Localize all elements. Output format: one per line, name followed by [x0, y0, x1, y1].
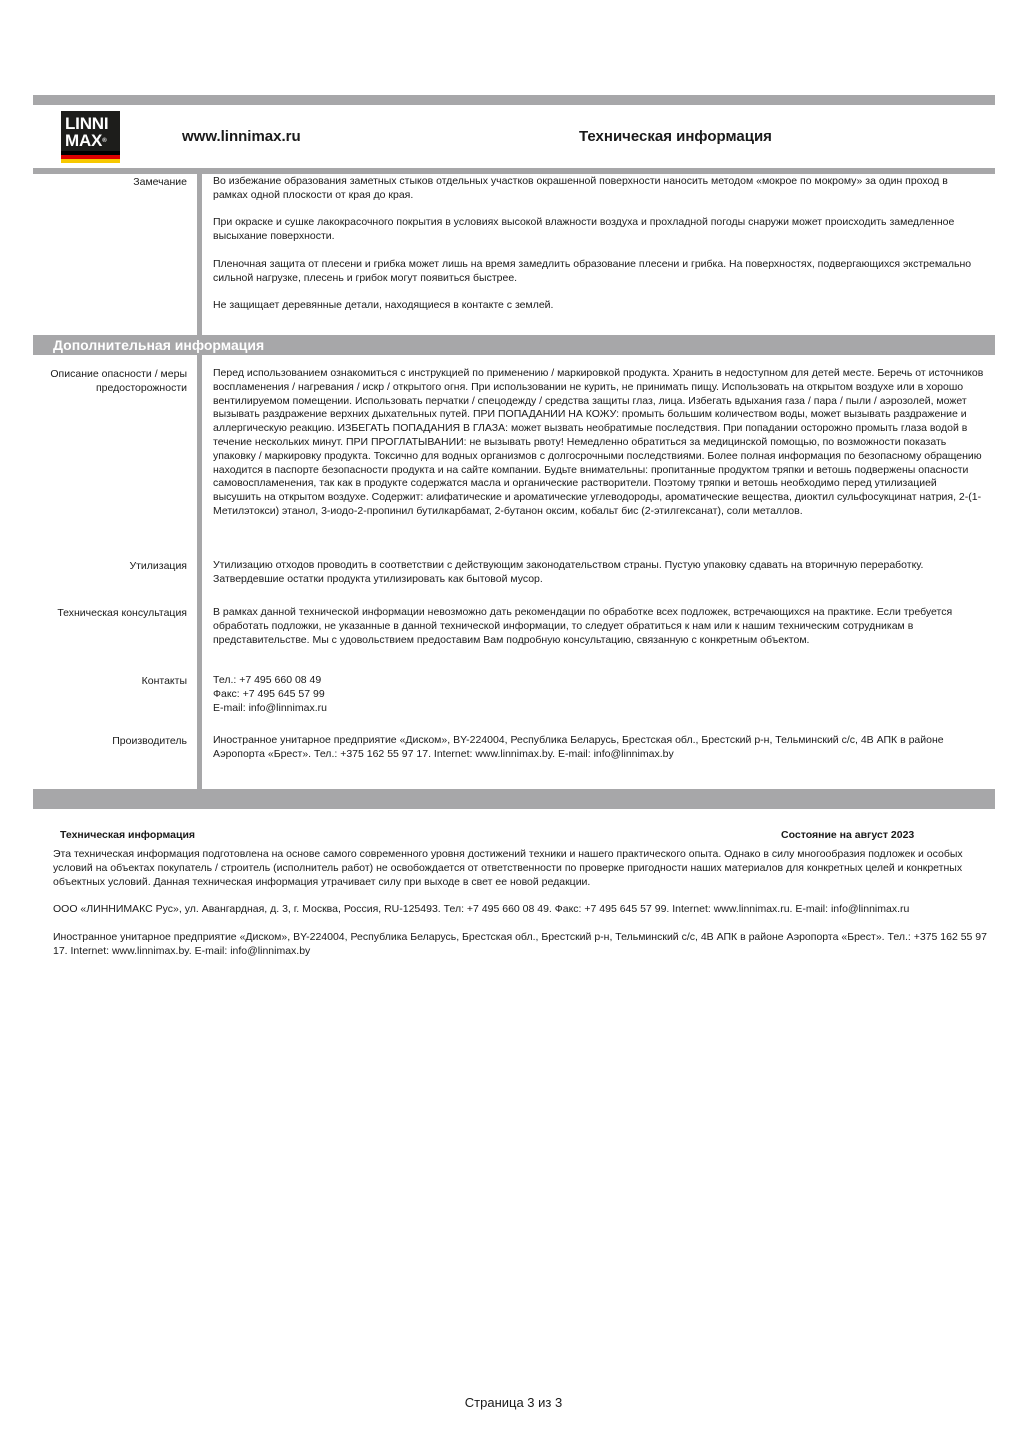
note-label: Замечание — [133, 176, 187, 188]
contacts-label: Контакты — [141, 675, 187, 687]
footer-company-by: Иностранное унитарное предприятие «Диском», BY-224004, Республика Беларусь, Брестская обл., Брестский р-н, Тельминский с/с, 4В АПК в районе Аэропорта «Брест». Тел.: +375 162 55 97 17. Internet: www.linnimax.by. E-mail: info@linnimax.by — [53, 931, 987, 957]
document-title: Техническая информация — [579, 128, 772, 145]
page-number: Страница 3 из 3 — [464, 1395, 563, 1410]
logo-line2: MAX — [65, 131, 103, 150]
manufacturer-text: Иностранное унитарное предприятие «Диском», BY-224004, Республика Беларусь, Брестская обл., Брестский р-н, Тельминский с/с, 4В АПК в районе Аэропорта «Брест». Тел.: +375 162 55 97 17. Internet: www.linnimax.by. E-mail: info@linnimax.by — [213, 734, 944, 760]
column-divider — [197, 355, 202, 789]
disposal-label: Утилизация — [129, 560, 187, 572]
note-paragraph: Не защищает деревянные детали, находящиеся в контакте с землей. — [213, 299, 554, 311]
section-title: Дополнительная информация — [53, 337, 265, 353]
contacts-email[interactable]: E-mail: info@linnimax.ru — [213, 702, 327, 714]
manufacturer-label: Производитель — [112, 735, 187, 747]
website-link[interactable]: www.linnimax.ru — [182, 128, 301, 145]
note-paragraph: При окраске и сушке лакокрасочного покрытия в условиях высокой влажности воздуха и прохладной погоды снаружи может происходить замедленное высыхание поверхности. — [213, 216, 955, 242]
disposal-text: Утилизацию отходов проводить в соответствии с действующим законодательством страны. Пустую упаковку сдавать на вторичную переработку. Затвердевшие остатки продукта утилизировать как бытовой мусор. — [213, 559, 924, 585]
consultation-text: В рамках данной технической информации невозможно дать рекомендации по обработке всех подложек, встречающихся на практике. Если требуется обработать подложки, не указанные в данной технической информации, то следует обратиться к нам или к нашим техническим сотрудникам в представительстве. Мы с удовольствием предоставим Вам подробную консультацию, связанную с конкретным объектом. — [213, 606, 953, 646]
note-paragraph: Во избежание образования заметных стыков отдельных участков окрашенной поверхности наносить методом «мокрое по мокрому» за один проход в рамках одной плоскости от края до края. — [213, 175, 948, 201]
hazard-label: Описание опасности / меры предосторожности — [50, 368, 187, 394]
section-header — [33, 335, 995, 355]
bottom-bar — [33, 789, 995, 809]
footer-date: Состояние на август 2023 — [781, 829, 915, 841]
logo-line1: LINNI — [65, 114, 109, 133]
footer-company-ru: ООО «ЛИННИМАКС Рус», ул. Авангардная, д. 3, г. Москва, Россия, RU-125493. Тел: +7 495 660 08 49. Факс: +7 495 645 57 99. Internet: www.linnimax.ru. E-mail: info@linnimax.ru — [53, 903, 910, 915]
contacts-phone: Тел.: +7 495 660 08 49 — [213, 674, 322, 686]
column-divider — [197, 174, 202, 335]
flag-stripe-gold — [61, 159, 120, 163]
footer-title: Техническая информация — [60, 829, 196, 841]
note-paragraph: Пленочная защита от плесени и грибка может лишь на время замедлить образование плесени и грибка. На поверхностях, подвергающихся экстремально сильной нагрузке, плесень и грибок могут появиться быстрее. — [213, 258, 972, 284]
contacts-fax: Факс: +7 495 645 57 99 — [213, 688, 325, 700]
linnimax-logo — [61, 111, 120, 163]
footer-disclaimer: Эта техническая информация подготовлена на основе самого современного уровня достижений техники и нашего практического опыта. Однако в силу многообразия подложек и особых условий на объектах покупатель / строитель (исполнитель работ) не освобождается от ответственности по проверке пригодности наших материалов для конкретных целей и конкретных объектных условий. Данная техническая информация утрачивает силу при выходе в свет ее новой редакции. — [53, 848, 963, 888]
consultation-label: Техническая консультация — [57, 607, 187, 619]
header-divider — [33, 168, 995, 174]
hazard-text: Перед использованием ознакомиться с инструкцией по применению / маркировкой продукта. Хранить в недоступном для детей месте. Беречь от источников воспламенения / нагревания / искр / открытого огня. При использовании не курить, не принимать пищу. Использовать на открытом воздухе или в хорошо вентилируемом помещении. Использовать перчатки / спецодежду / средства защиты глаз, лица. Избегать вдыхания газа / пара / пыли / аэрозолей, может вызывать раздражение верхних дыхательных путей. ПРИ ПОПАДАНИИ НА КОЖУ: промыть большим количеством воды, может вызывать раздражение и аллергическую реакцию. ИЗБЕГАТЬ ПОПАДАНИЯ В ГЛАЗА: может вызвать необратимые последствия. При попадании осторожно промыть глаза водой в течение нескольких минут. ПРИ ПРОГЛАТЫВАНИИ: не вызывать рвоту! Немедленно обратиться за медицинской помощью, по возможности показать упаковку / маркировку продукта. Токсично для водных организмов с долгосрочными последствиями. Более полная информация по безопасному обращению находится в паспорте безопасности продукта и на сайте компании. Будьте внимательны: пропитанные продуктом тряпки и ветошь подвержены опасности самовоспламенения, так как в продукте содержатся масла и органические растворители. Поэтому тряпки и ветошь необходимо перед утилизацией высушить на открытом воздухе. Содержит: алифатические и ароматические углеводороды, ароматические вещества, диоктил сульфосукцинат натрия, 2-(1-Метилэтокси) этанол, 3-иодо-2-пропинил бутилкарбамат, 2-бутанон оксим, кобальт бис (2-этилгексанат), соли металлов. — [213, 367, 984, 517]
top-bar — [33, 95, 995, 105]
registered-mark-icon: ® — [102, 138, 107, 144]
